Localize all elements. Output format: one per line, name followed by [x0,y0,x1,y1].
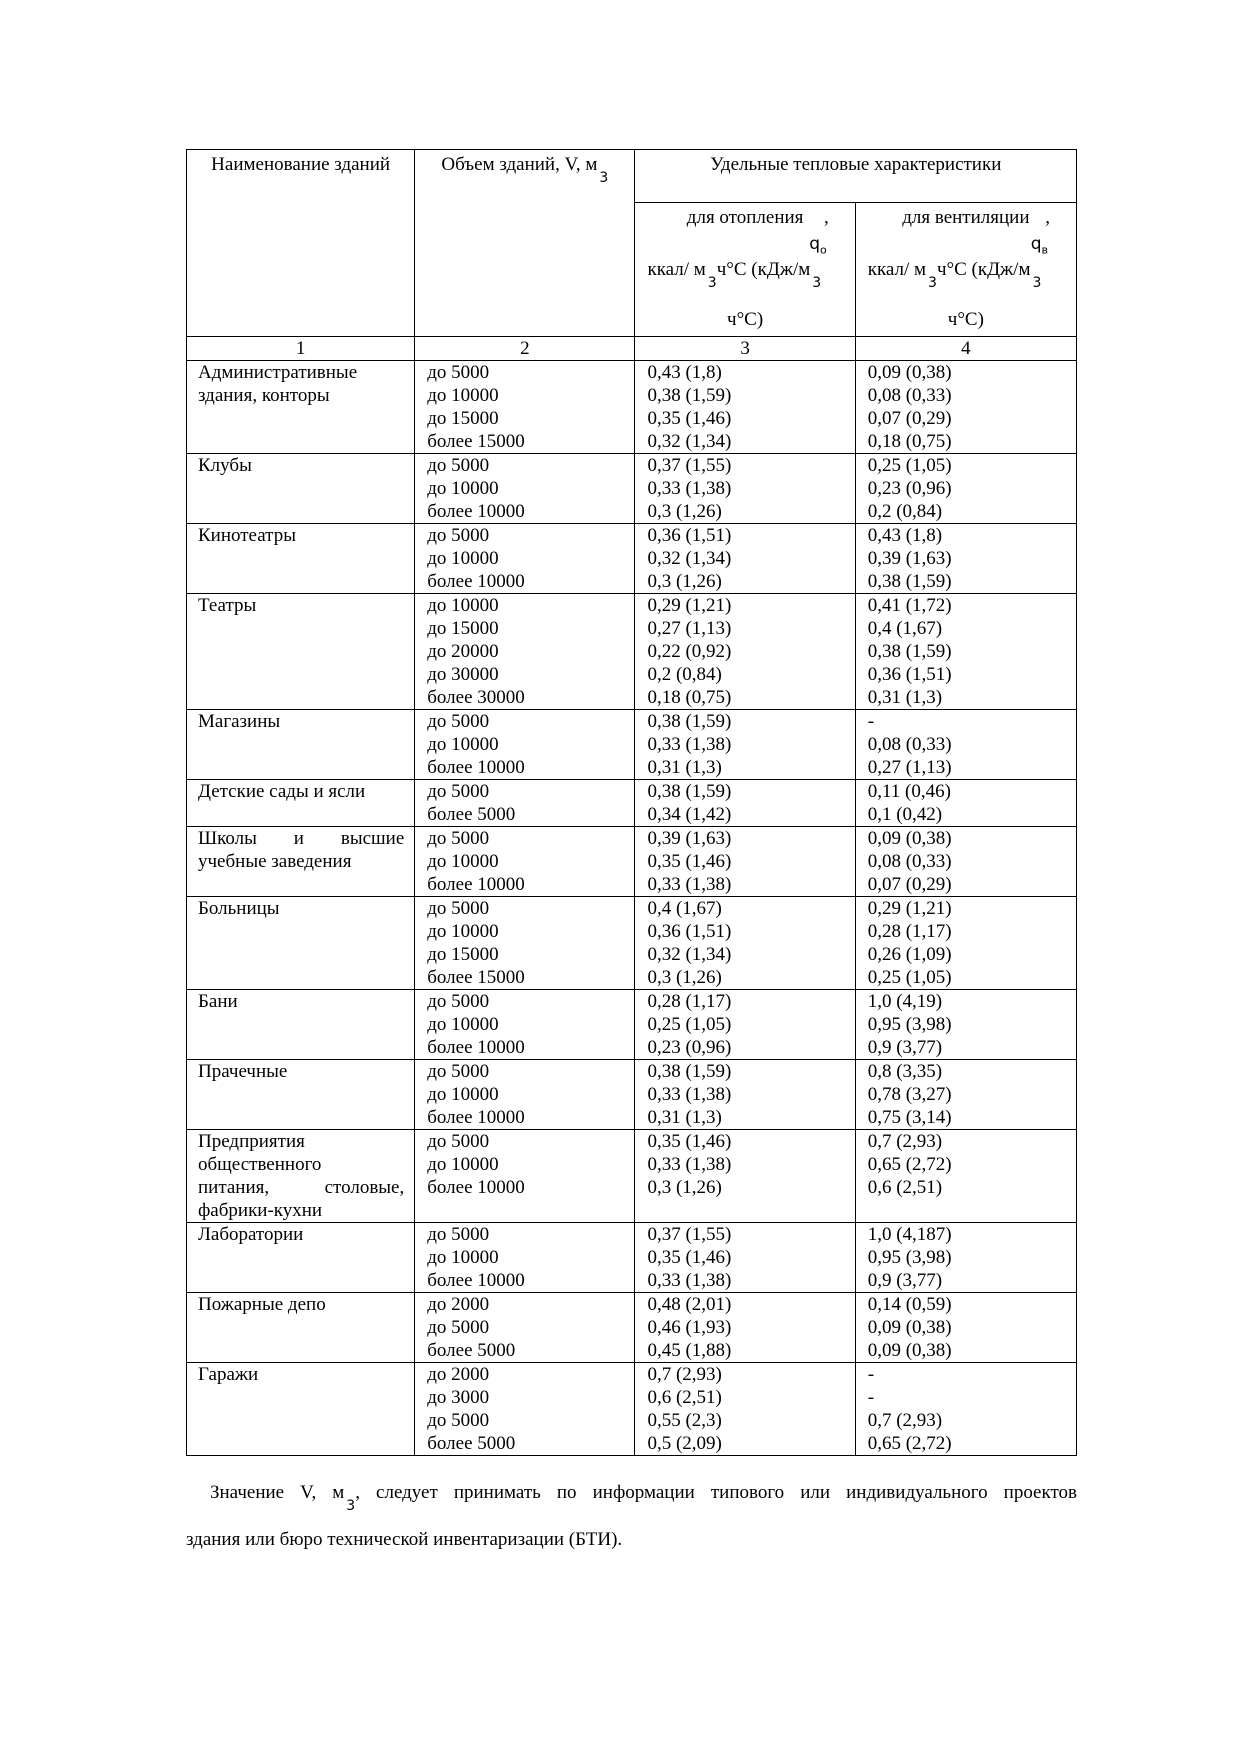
building-volume-line: более 30000 [427,687,525,708]
ventilation-value-line: 0,08 (0,33) [867,734,952,755]
ventilation-value-line: 1,0 (4,19) [867,991,943,1012]
building-name [187,361,415,454]
heating-symbol-qo: $q_o$ [809,234,827,257]
building-volume [415,1130,635,1223]
table-header-row [187,150,1077,203]
building-volume-line: до 5000 [427,991,490,1012]
building-volume-line: до 10000 [427,1247,499,1268]
ventilation-value [855,524,1076,594]
ventilation-value-line: 0,8 (3,35) [867,1061,943,1082]
building-volume-line: до 10000 [427,851,499,872]
ventilation-value-line: 0,18 (0,75) [867,431,952,452]
header-ventilation-comma: , [1045,207,1050,229]
building-volume [415,524,635,594]
header-heating-comma: , [823,207,829,229]
table-row [187,990,1077,1060]
heating-value-line: 0,33 (1,38) [647,1084,732,1105]
ventilation-value-line: 0,38 (1,59) [867,571,952,592]
ventilation-value-line: 0,36 (1,51) [867,664,952,685]
building-volume [415,990,635,1060]
heating-value [635,361,855,454]
ventilation-value-line: 0,7 (2,93) [867,1131,943,1152]
ventilation-value [855,454,1076,524]
building-name [187,1293,415,1363]
heating-value [635,1293,855,1363]
ventilation-value-line: 0,07 (0,29) [867,408,952,429]
header-ventilation-label: для вентиляции [902,207,1030,229]
building-name-line: Магазины [198,711,281,732]
heating-value [635,710,855,780]
heating-value-line: 0,46 (1,93) [647,1317,732,1338]
header-specific-heat-group [635,150,1077,203]
table-row [187,897,1077,990]
header-ventilation-unit: ккал/ $м_3ч^\circ С$ ($кДж/м_3$ [867,259,1042,292]
header-volume-unit-sup: 3 [599,170,609,186]
building-heat-characteristics-table [186,149,1077,1456]
header-ventilation [855,203,1076,337]
heating-value-line: 0,3 (1,26) [647,967,722,988]
building-name [187,710,415,780]
heating-value-line: 0,7 (2,93) [647,1364,722,1385]
building-name [187,454,415,524]
heating-value-line: 0,36 (1,51) [647,921,732,942]
building-volume-line: более 10000 [427,571,525,592]
header-heating-label: для отопления [686,207,804,229]
ventilation-value [855,361,1076,454]
building-volume [415,361,635,454]
building-name [187,897,415,990]
building-volume-line: более 10000 [427,1177,525,1198]
building-name [187,1223,415,1293]
building-volume-line: до 15000 [427,618,499,639]
building-volume [415,1223,635,1293]
building-volume-line: до 20000 [427,641,499,662]
table-row [187,1293,1077,1363]
heating-value-line: 0,27 (1,13) [647,618,732,639]
ventilation-value-line: 0,65 (2,72) [867,1154,952,1175]
building-name-line: Больницы [198,898,280,919]
heating-value-line: 0,35 (1,46) [647,408,732,429]
building-volume-line: более 10000 [427,1037,525,1058]
building-name-line: Прачечные [198,1061,288,1082]
ventilation-value-line: 0,95 (3,98) [867,1014,952,1035]
heating-value [635,990,855,1060]
ventilation-value-line: 0,09 (0,38) [867,828,952,849]
building-name [187,594,415,710]
ventilation-value [855,1223,1076,1293]
ventilation-value-line: 0,39 (1,63) [867,548,952,569]
building-name-line: Клубы [198,455,252,476]
table-row [187,454,1077,524]
table-row [187,710,1077,780]
building-volume-line: более 10000 [427,1107,525,1128]
building-volume-line: до 10000 [427,385,499,406]
building-volume-line: более 5000 [427,804,516,825]
heating-value-line: 0,35 (1,46) [647,1131,732,1152]
table-row [187,524,1077,594]
building-volume-line: до 10000 [427,1084,499,1105]
building-volume-line: более 10000 [427,757,525,778]
building-volume-line: более 5000 [427,1340,516,1361]
building-name-line: Пожарные депо [198,1294,326,1315]
ventilation-value [855,1130,1076,1223]
building-volume-line: более 15000 [427,431,525,452]
heating-value-line: 0,32 (1,34) [647,548,732,569]
column-number: 3 [635,337,855,361]
building-name-line: Лаборатории [198,1224,304,1245]
building-volume-line: более 5000 [427,1433,516,1454]
ventilation-value-line: 1,0 (4,187) [867,1224,952,1245]
heating-value-line: 0,37 (1,55) [647,455,732,476]
note-line-1: Значение V, $м_3$, следует принимать по информации типового или индивидуального проектов [210,1482,1077,1514]
ventilation-value-line: 0,78 (3,27) [867,1084,952,1105]
building-volume [415,710,635,780]
heating-value-line: 0,28 (1,17) [647,991,732,1012]
building-volume-line: до 5000 [427,711,490,732]
heating-value-line: 0,38 (1,59) [647,385,732,406]
heating-value [635,1060,855,1130]
building-volume-line: до 5000 [427,362,490,383]
ventilation-value-line: 0,28 (1,17) [867,921,952,942]
building-name [187,1363,415,1456]
building-name-line: Административные [198,362,358,383]
ventilation-value [855,1363,1076,1456]
heating-value-line: 0,33 (1,38) [647,478,732,499]
building-volume-line: до 5000 [427,455,490,476]
ventilation-value [855,710,1076,780]
building-volume-line: до 2000 [427,1364,490,1385]
heating-value-line: 0,25 (1,05) [647,1014,732,1035]
ventilation-value-line: 0,2 (0,84) [867,501,943,522]
building-name-line: учебные заведения [198,851,352,872]
building-name-line: Школы и высшие [198,828,405,849]
heating-value-line: 0,33 (1,38) [647,734,732,755]
table-row [187,1223,1077,1293]
ventilation-value-line: 0,6 (2,51) [867,1177,943,1198]
building-volume [415,897,635,990]
header-heating-unit: ккал/ $м_3ч^\circ С$ ($кДж/м_3$ [647,259,822,292]
header-heating-unit-end: ч°С) [727,309,764,331]
table-row [187,1060,1077,1130]
building-volume-line: до 10000 [427,548,499,569]
heating-value-line: 0,3 (1,26) [647,571,722,592]
heating-value [635,524,855,594]
ventilation-value-line: 0,26 (1,09) [867,944,952,965]
building-volume-line: до 15000 [427,408,499,429]
header-group-label: Удельные тепловые характеристики [710,154,1002,175]
heating-value-line: 0,3 (1,26) [647,501,722,522]
building-name [187,990,415,1060]
heating-value [635,897,855,990]
header-heating [635,203,855,337]
ventilation-value-line: 0,14 (0,59) [867,1294,952,1315]
building-volume [415,1060,635,1130]
heating-value-line: 0,34 (1,42) [647,804,732,825]
ventilation-value [855,1293,1076,1363]
heating-value-line: 0,2 (0,84) [647,664,722,685]
ventilation-value-line: 0,29 (1,21) [867,898,952,919]
building-volume [415,780,635,827]
table-row [187,780,1077,827]
building-volume [415,827,635,897]
ventilation-value-line: 0,38 (1,59) [867,641,952,662]
heating-value-line: 0,37 (1,55) [647,1224,732,1245]
ventilation-value-line: 0,27 (1,13) [867,757,952,778]
heating-value-line: 0,6 (2,51) [647,1387,722,1408]
header-building-name-label: Наименование зданий [211,154,391,175]
table-row [187,827,1077,897]
ventilation-value [855,1060,1076,1130]
ventilation-value-line: 0,75 (3,14) [867,1107,952,1128]
heating-value [635,1223,855,1293]
ventilation-value [855,827,1076,897]
header-ventilation-unit-end: ч°С) [947,309,984,331]
building-name [187,1060,415,1130]
ventilation-value-line: 0,08 (0,33) [867,385,952,406]
heating-value [635,1130,855,1223]
ventilation-value-line: - [867,711,875,732]
heating-value-line: 0,55 (2,3) [647,1410,722,1431]
ventilation-value-line: 0,41 (1,72) [867,595,952,616]
heating-value-line: 0,32 (1,34) [647,431,732,452]
building-name-line: Бани [198,991,238,1012]
building-volume [415,1363,635,1456]
heating-value [635,780,855,827]
building-volume-line: более 10000 [427,501,525,522]
heating-value-line: 0,32 (1,34) [647,944,732,965]
ventilation-value-line: 0,43 (1,8) [867,525,943,546]
heating-value-line: 0,38 (1,59) [647,711,732,732]
ventilation-value-line: 0,11 (0,46) [867,781,951,802]
header-volume-label: Объем зданий, V, м [441,154,598,175]
heating-value-line: 0,22 (0,92) [647,641,732,662]
building-volume-line: до 10000 [427,1154,499,1175]
heating-value-line: 0,38 (1,59) [647,1061,732,1082]
ventilation-value-line: 0,9 (3,77) [867,1270,943,1291]
building-volume-line: до 3000 [427,1387,490,1408]
building-name-line: общественного [198,1154,322,1175]
column-numbers-row [187,337,1077,361]
heating-value-line: 0,45 (1,88) [647,1340,732,1361]
heating-value-line: 0,31 (1,3) [647,1107,722,1128]
heating-value-line: 0,31 (1,3) [647,757,722,778]
column-number: 1 [187,337,415,361]
building-volume-line: до 5000 [427,1131,490,1152]
heating-value-line: 0,48 (2,01) [647,1294,732,1315]
building-volume-line: до 5000 [427,525,490,546]
heating-value-line: 0,23 (0,96) [647,1037,732,1058]
building-volume-line: до 10000 [427,1014,499,1035]
building-volume-line: до 5000 [427,781,490,802]
ventilation-value-line: - [867,1387,875,1408]
ventilation-value-line: 0,09 (0,38) [867,1340,952,1361]
heating-value-line: 0,33 (1,38) [647,874,732,895]
heating-value [635,827,855,897]
heating-value-line: 0,3 (1,26) [647,1177,722,1198]
building-volume-line: до 5000 [427,1317,490,1338]
building-volume [415,454,635,524]
building-volume-line: до 30000 [427,664,499,685]
ventilation-value [855,897,1076,990]
building-volume-line: до 5000 [427,1061,490,1082]
heating-value-line: 0,18 (0,75) [647,687,732,708]
heating-value [635,454,855,524]
ventilation-value-line: 0,25 (1,05) [867,967,952,988]
building-volume-line: до 5000 [427,1410,490,1431]
heating-value-line: 0,33 (1,38) [647,1270,732,1291]
building-volume-line: до 10000 [427,734,499,755]
table-row [187,361,1077,454]
building-name-line: питания, столовые, [198,1177,405,1198]
building-volume-line: до 10000 [427,478,499,499]
building-volume-line: до 5000 [427,828,490,849]
building-name [187,1130,415,1223]
header-building-volume [415,150,635,337]
column-number: 4 [855,337,1076,361]
building-name-line: здания, конторы [198,385,330,406]
building-volume-line: до 15000 [427,944,499,965]
heating-value-line: 0,36 (1,51) [647,525,732,546]
building-volume-line: более 15000 [427,967,525,988]
building-volume-line: до 10000 [427,595,499,616]
table-note [186,1470,1077,1563]
heating-value-line: 0,38 (1,59) [647,781,732,802]
heating-value-line: 0,39 (1,63) [647,828,732,849]
ventilation-value-line: 0,07 (0,29) [867,874,952,895]
table-row [187,1363,1077,1456]
ventilation-value [855,780,1076,827]
ventilation-value-line: - [867,1364,875,1385]
heating-value-line: 0,29 (1,21) [647,595,732,616]
ventilation-value-line: 0,7 (2,93) [867,1410,943,1431]
building-name-line: Гаражи [198,1364,259,1385]
heating-value-line: 0,5 (2,09) [647,1433,722,1454]
building-volume-line: до 5000 [427,898,490,919]
ventilation-value-line: 0,23 (0,96) [867,478,952,499]
building-name-line: Предприятия [198,1131,305,1152]
ventilation-value-line: 0,08 (0,33) [867,851,952,872]
ventilation-value-line: 0,31 (1,3) [867,687,943,708]
building-volume [415,594,635,710]
heating-value-line: 0,35 (1,46) [647,1247,732,1268]
building-volume-line: до 2000 [427,1294,490,1315]
header-building-name [187,150,415,337]
building-volume-line: до 10000 [427,921,499,942]
ventilation-value-line: 0,09 (0,38) [867,362,952,383]
ventilation-value-line: 0,9 (3,77) [867,1037,943,1058]
heating-value-line: 0,4 (1,67) [647,898,722,919]
ventilation-value-line: 0,1 (0,42) [867,804,943,825]
building-volume [415,1293,635,1363]
building-name [187,524,415,594]
table-row [187,1130,1077,1223]
building-name-line: Кинотеатры [198,525,296,546]
building-name [187,827,415,897]
ventilation-value-line: 0,95 (3,98) [867,1247,952,1268]
building-name [187,780,415,827]
building-name-line: Детские сады и ясли [198,781,366,802]
heating-value-line: 0,43 (1,8) [647,362,722,383]
column-number: 2 [415,337,635,361]
ventilation-value [855,594,1076,710]
building-name-line: фабрики-кухни [198,1200,323,1221]
ventilation-symbol-qv: $q_в$ [1030,234,1048,257]
note-line-2: здания или бюро технической инвентаризации (БТИ). [186,1529,623,1550]
table-row [187,594,1077,710]
building-name-line: Театры [198,595,257,616]
heating-value-line: 0,35 (1,46) [647,851,732,872]
building-volume-line: до 5000 [427,1224,490,1245]
heating-value [635,594,855,710]
ventilation-value-line: 0,25 (1,05) [867,455,952,476]
heating-value-line: 0,33 (1,38) [647,1154,732,1175]
heating-value [635,1363,855,1456]
ventilation-value-line: 0,65 (2,72) [867,1433,952,1454]
ventilation-value-line: 0,4 (1,67) [867,618,943,639]
ventilation-value [855,990,1076,1060]
building-volume-line: более 10000 [427,1270,525,1291]
ventilation-value-line: 0,09 (0,38) [867,1317,952,1338]
building-volume-line: более 10000 [427,874,525,895]
